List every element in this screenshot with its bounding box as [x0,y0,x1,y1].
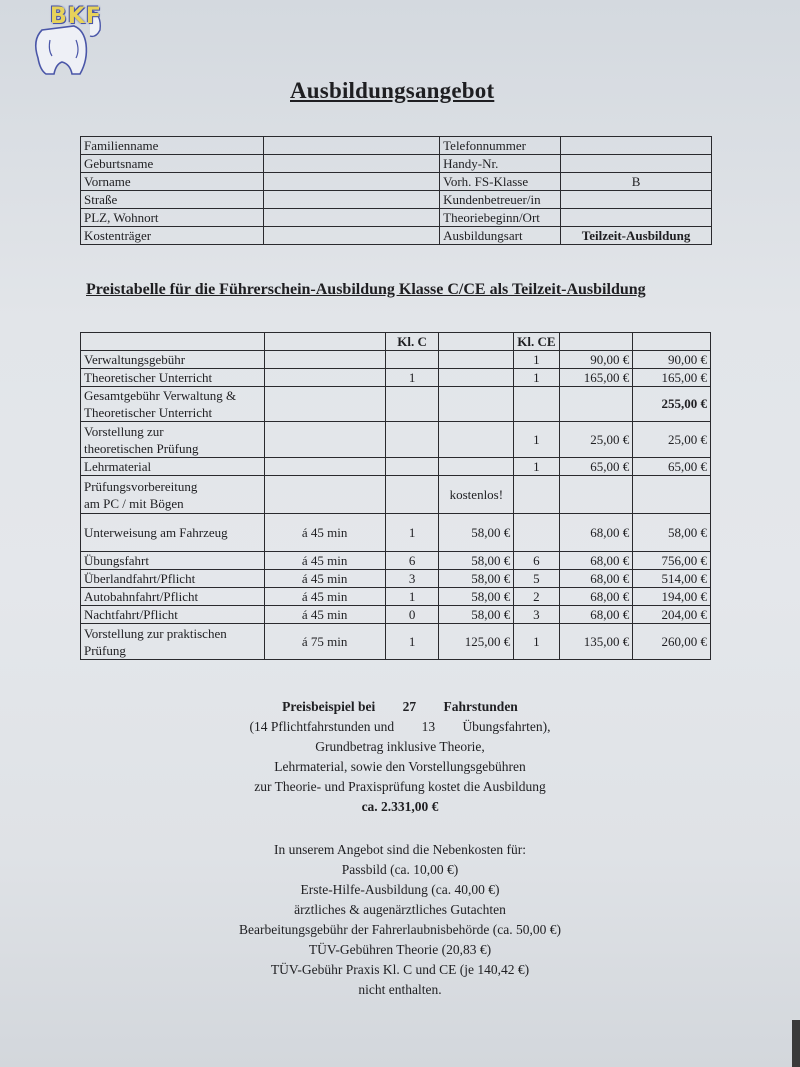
item-total: 204,00 € [633,606,711,624]
price-row [81,476,711,514]
item-duration: á 45 min [264,588,385,606]
header-kl-ce: Kl. CE [514,333,559,351]
kl-ce-price [559,387,633,422]
kl-c-price [439,351,514,369]
summary-line1 [200,697,600,717]
kl-c-quantity: 1 [385,588,439,606]
note-line: In unserem Angebot sind die Nebenkosten für: [274,842,526,857]
form-field[interactable] [561,191,712,209]
price-row [81,369,711,387]
item-name-line2: Theoretischer Unterricht [84,405,213,420]
form-field[interactable] [263,209,439,227]
kl-ce-quantity: 5 [514,570,559,588]
kl-c-quantity: 1 [385,514,439,552]
kl-ce-quantity [514,476,559,514]
item-total [633,476,711,514]
price-row [81,570,711,588]
summary-line4: Lehrmaterial, sowie den Vorstellungsgebühren [274,759,526,774]
item-duration [264,369,385,387]
kl-ce-price: 68,00 € [559,514,633,552]
kl-ce-price: 165,00 € [559,369,633,387]
summary-practice-label: Übungsfahrten), [462,719,551,734]
item-name: Theoretischer Unterricht [81,369,265,387]
kl-c-quantity [385,422,439,458]
item-total: 255,00 € [633,387,711,422]
form-row [81,137,712,155]
price-row [81,606,711,624]
price-row [81,458,711,476]
logo-text: BKF [50,4,102,29]
item-total: 65,00 € [633,458,711,476]
item-name: Überlandfahrt/Pflicht [81,570,265,588]
summary-line2 [200,717,600,737]
item-duration: á 45 min [264,606,385,624]
bkf-logo [20,0,110,80]
kl-c-quantity: 0 [385,606,439,624]
form-field[interactable] [561,137,712,155]
kl-c-price [439,458,514,476]
kl-c-price: 125,00 € [439,624,514,660]
item-name: Verwaltungsgebühr [81,351,265,369]
form-field[interactable]: Teilzeit-Ausbildung [561,227,712,245]
item-name [81,387,265,422]
form-row [81,191,712,209]
form-field[interactable] [561,209,712,227]
kl-c-quantity: 3 [385,570,439,588]
kl-ce-quantity [514,514,559,552]
form-label: Theoriebeginn/Ort [440,209,561,227]
form-row [81,209,712,227]
price-row [81,514,711,552]
item-duration [264,351,385,369]
item-name: Lehrmaterial [81,458,265,476]
item-name [81,476,265,514]
item-duration: á 45 min [264,514,385,552]
kl-ce-quantity: 6 [514,552,559,570]
summary-line5: zur Theorie- und Praxisprüfung kostet die Ausbildung [254,779,546,794]
item-duration: á 45 min [264,552,385,570]
summary-practice-count: 13 [421,719,436,734]
note-line: nicht enthalten. [358,982,442,997]
price-table-subtitle: Preistabelle für die Führerschein-Ausbildung Klasse C/CE als Teilzeit-Ausbildung [86,281,646,298]
form-label: Vorh. FS-Klasse [440,173,561,191]
summary-required: (14 Pflichtfahrstunden und [249,719,395,734]
kl-c-quantity: 1 [385,369,439,387]
form-label: Kostenträger [81,227,264,245]
item-total: 58,00 € [633,514,711,552]
kl-ce-price: 68,00 € [559,570,633,588]
kl-c-price [439,422,514,458]
customer-form-table [80,136,712,245]
price-row [81,351,711,369]
kl-ce-price: 68,00 € [559,588,633,606]
kl-c-price [439,369,514,387]
kl-ce-quantity [514,387,559,422]
kl-c-price: kostenlos! [439,476,514,514]
price-table [80,332,711,660]
form-label: Straße [81,191,264,209]
summary-lesson-count: 27 [402,699,417,714]
item-name: Nachtfahrt/Pflicht [81,606,265,624]
item-duration: á 45 min [264,570,385,588]
kl-c-price: 58,00 € [439,514,514,552]
kl-c-price: 58,00 € [439,552,514,570]
item-name: Autobahnfahrt/Pflicht [81,588,265,606]
summary-label: Preisbeispiel bei [282,699,376,714]
price-row [81,422,711,458]
summary-total: ca. 2.331,00 € [361,799,439,814]
form-field[interactable] [263,191,439,209]
kl-ce-price: 68,00 € [559,606,633,624]
note-line: TÜV-Gebühren Theorie (20,83 €) [308,942,492,957]
form-field[interactable] [263,137,439,155]
kl-c-price: 58,00 € [439,570,514,588]
item-total: 514,00 € [633,570,711,588]
item-duration [264,458,385,476]
form-label: Telefonnummer [440,137,561,155]
item-name-line2: am PC / mit Bögen [84,495,184,511]
kl-ce-price [559,476,633,514]
kl-ce-quantity: 3 [514,606,559,624]
form-field[interactable] [263,155,439,173]
item-duration: á 75 min [264,624,385,660]
kl-c-quantity: 6 [385,552,439,570]
form-field[interactable] [561,155,712,173]
item-name-line2: Prüfung [84,642,126,658]
form-label: Kundenbetreuer/in [440,191,561,209]
kl-c-price: 58,00 € [439,606,514,624]
note-line: Erste-Hilfe-Ausbildung (ca. 40,00 €) [300,882,500,897]
item-total: 260,00 € [633,624,711,660]
kl-ce-quantity: 1 [514,369,559,387]
kl-c-price: 58,00 € [439,588,514,606]
note-line: Passbild (ca. 10,00 €) [341,862,459,877]
item-total: 90,00 € [633,351,711,369]
item-name-line1: Vorstellung zur praktischen [84,625,227,641]
item-duration [264,476,385,514]
form-label: PLZ, Wohnort [81,209,264,227]
item-name: Übungsfahrt [81,552,265,570]
kl-ce-quantity: 1 [514,458,559,476]
form-label: Geburtsname [81,155,264,173]
price-row [81,624,711,660]
form-row [81,227,712,245]
item-total: 165,00 € [633,369,711,387]
note-line: TÜV-Gebühr Praxis Kl. C und CE (je 140,42 €) [270,962,530,977]
kl-ce-quantity: 1 [514,422,559,458]
kl-ce-price: 68,00 € [559,552,633,570]
price-row [81,387,711,422]
note-line: ärztliches & augenärztliches Gutachten [294,902,506,917]
kl-ce-price: 65,00 € [559,458,633,476]
kl-ce-price: 90,00 € [559,351,633,369]
form-field[interactable] [263,173,439,191]
kl-ce-quantity: 2 [514,588,559,606]
item-name: Unterweisung am Fahrzeug [81,514,265,552]
form-field[interactable]: B [561,173,712,191]
item-total: 194,00 € [633,588,711,606]
form-label: Ausbildungsart [440,227,561,245]
summary-line3: Grundbetrag inklusive Theorie, [315,739,485,754]
summary-unit: Fahrstunden [443,699,518,714]
item-total: 25,00 € [633,422,711,458]
kl-ce-quantity: 1 [514,624,559,660]
header-kl-c: Kl. C [385,333,439,351]
item-name-line1: Gesamtgebühr Verwaltung & [84,388,237,403]
kl-c-quantity [385,476,439,514]
kl-ce-quantity: 1 [514,351,559,369]
price-table-header [81,333,711,351]
kl-ce-price: 135,00 € [559,624,633,660]
kl-c-quantity [385,351,439,369]
kl-ce-price: 25,00 € [559,422,633,458]
item-total: 756,00 € [633,552,711,570]
price-row [81,552,711,570]
page-edge-shadow [792,1020,800,1067]
additional-costs-notes [200,840,600,1000]
item-name-line2: theoretischen Prüfung [84,440,199,456]
kl-c-quantity: 1 [385,624,439,660]
item-name [81,624,265,660]
form-row [81,173,712,191]
page-title: Ausbildungsangebot [290,78,495,103]
price-row [81,588,711,606]
form-field[interactable] [263,227,439,245]
kl-c-quantity [385,387,439,422]
form-label: Handy-Nr. [440,155,561,173]
item-name-line1: Prüfungsvorbereitung [84,478,198,494]
form-label: Vorname [81,173,264,191]
kl-c-quantity [385,458,439,476]
kl-c-price [439,387,514,422]
item-duration [264,387,385,422]
form-label: Familienname [81,137,264,155]
item-duration [264,422,385,458]
price-example [200,697,600,817]
item-name-line1: Vorstellung zur [84,423,164,439]
note-line: Bearbeitungsgebühr der Fahrerlaubnisbehörde (ca. 50,00 €) [238,922,562,937]
form-row [81,155,712,173]
item-name [81,422,265,458]
